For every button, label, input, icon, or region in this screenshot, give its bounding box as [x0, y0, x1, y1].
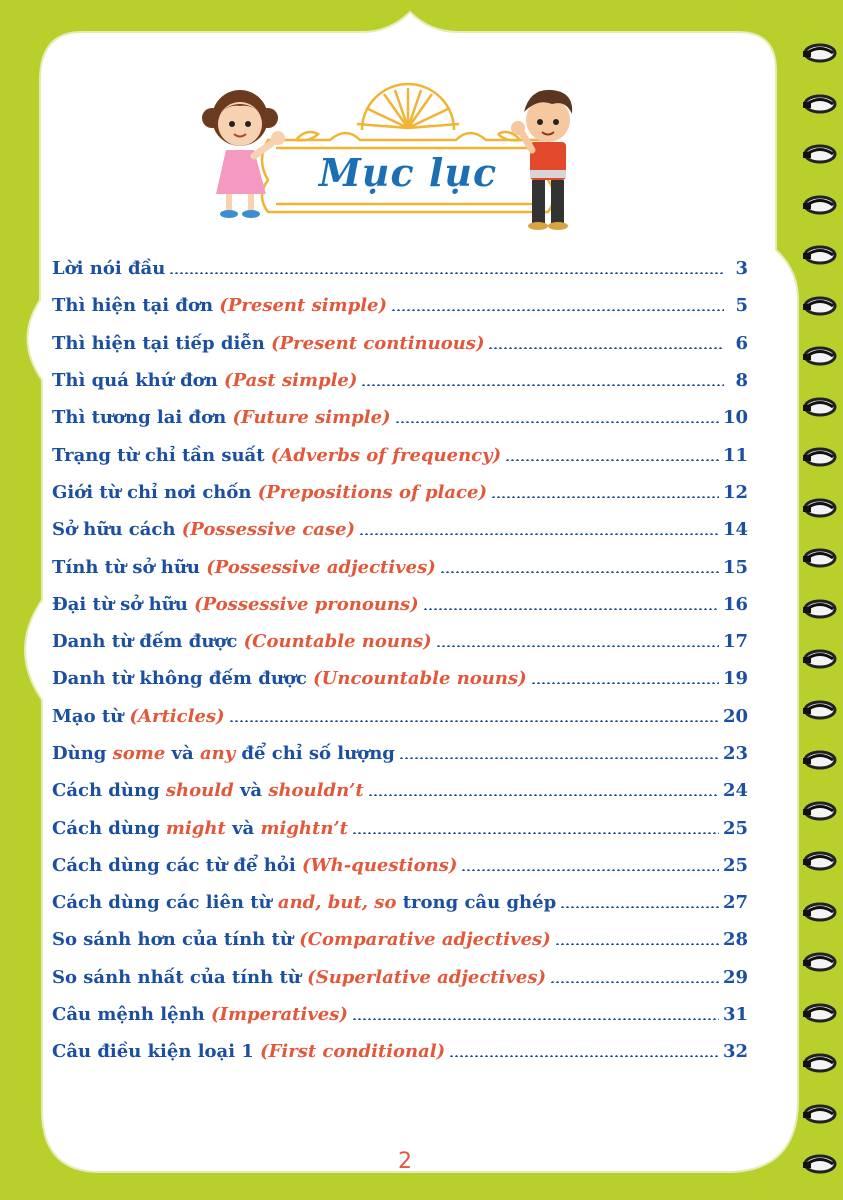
toc-entry-title — [52, 780, 364, 801]
toc-english-term: (Present continuous) — [271, 332, 485, 354]
toc-vietnamese-text: Thì hiện tại đơn — [52, 295, 220, 317]
dot-leader — [440, 571, 719, 573]
toc-page-number: 5 — [735, 295, 748, 317]
toc-page-number: 6 — [735, 332, 748, 354]
toc-english-term: any — [199, 743, 236, 764]
toc-english-term: (Possessive adjectives) — [206, 556, 436, 578]
dot-leader — [395, 421, 719, 423]
girl-illustration — [202, 90, 285, 218]
toc-english-term: some — [112, 743, 166, 764]
toc-entry-title — [52, 855, 457, 876]
binding-ring — [803, 749, 837, 771]
toc-entry — [52, 1033, 748, 1070]
dot-leader — [352, 1018, 719, 1020]
toc-entry-title — [52, 519, 355, 540]
toc-english-term: (Possessive case) — [181, 519, 356, 541]
toc-english-term: (Possessive pronouns) — [194, 593, 419, 615]
toc-english-term: (Prepositions of place) — [257, 481, 487, 503]
binding-ring — [803, 345, 837, 367]
toc-english-term: shouldn’t — [268, 780, 364, 802]
toc-vietnamese-text: và — [233, 780, 269, 802]
dot-leader — [505, 459, 719, 461]
toc-english-term: (Present simple) — [219, 295, 387, 317]
toc-entry — [52, 959, 748, 996]
toc-page-number: 11 — [722, 444, 748, 466]
toc-vietnamese-text: trong câu ghép — [396, 892, 557, 914]
binding-ring — [803, 699, 837, 721]
toc-english-term: (Past simple) — [224, 370, 358, 392]
dot-leader — [391, 309, 724, 311]
toc-english-term: (First conditional) — [260, 1041, 446, 1063]
toc-entry — [52, 921, 748, 958]
toc-entry — [52, 362, 748, 399]
toc-page-number: 23 — [722, 743, 748, 764]
dot-leader — [488, 347, 724, 349]
toc-entry — [52, 623, 748, 660]
binding-ring — [803, 648, 837, 670]
toc-page-number: 25 — [722, 817, 748, 839]
toc-entry — [52, 847, 748, 884]
dot-leader — [550, 981, 719, 983]
toc-page-number: 24 — [722, 780, 748, 802]
toc-header — [0, 0, 843, 250]
table-of-contents — [52, 250, 748, 1071]
toc-vietnamese-text: Dùng — [52, 743, 113, 764]
toc-vietnamese-text: Giới từ chỉ nơi chốn — [52, 481, 258, 503]
toc-english-term: should — [165, 780, 234, 802]
toc-vietnamese-text: Câu điều kiện loại 1 — [52, 1041, 261, 1063]
toc-entry-title — [52, 407, 391, 428]
toc-vietnamese-text: Thì hiện tại tiếp diễn — [52, 332, 272, 354]
binding-ring — [803, 497, 837, 519]
dot-leader — [491, 496, 719, 498]
toc-entry-title — [52, 967, 546, 988]
toc-vietnamese-text: Danh từ không đếm được — [52, 668, 314, 690]
toc-english-term: (Wh-questions) — [301, 854, 458, 876]
toc-entry-title — [52, 818, 348, 839]
toc-english-term: might — [165, 817, 226, 839]
toc-entry — [52, 884, 748, 921]
dot-leader — [436, 645, 719, 647]
binding-ring — [803, 850, 837, 872]
toc-vietnamese-text: Mạo từ — [52, 705, 130, 727]
dot-leader — [352, 832, 719, 834]
binding-ring — [803, 1002, 837, 1024]
sunburst-ornament — [357, 84, 459, 130]
binding-ring — [803, 951, 837, 973]
toc-vietnamese-text: Thì tương lai đơn — [52, 407, 233, 429]
toc-entry — [52, 772, 748, 809]
page-number: 2 — [398, 1149, 412, 1174]
toc-page-number: 16 — [722, 593, 748, 615]
toc-entry — [52, 287, 748, 324]
toc-entry — [52, 660, 748, 697]
binding-ring — [803, 1153, 837, 1175]
toc-entry-title — [52, 668, 527, 689]
toc-english-term: (Uncountable nouns) — [313, 668, 527, 690]
toc-english-term: (Adverbs of frequency) — [270, 444, 502, 466]
toc-entry — [52, 325, 748, 362]
toc-entry-title — [52, 743, 395, 764]
toc-vietnamese-text: Sở hữu cách — [52, 519, 182, 541]
dot-leader — [449, 1055, 719, 1057]
toc-page-number: 32 — [722, 1041, 748, 1063]
toc-vietnamese-text: Cách dùng — [52, 780, 166, 802]
dot-leader — [555, 943, 719, 945]
toc-vietnamese-text: Đại từ sở hữu — [52, 593, 195, 615]
toc-page-number: 27 — [722, 892, 748, 914]
toc-entry — [52, 511, 748, 548]
toc-page-number: 19 — [722, 668, 748, 690]
toc-entry-title — [52, 706, 225, 727]
dot-leader — [229, 720, 719, 722]
toc-english-term: (Imperatives) — [211, 1004, 348, 1026]
toc-english-term: (Future simple) — [232, 407, 391, 429]
toc-entry-title — [52, 892, 556, 913]
toc-page-number: 3 — [735, 258, 748, 280]
toc-entry-title — [52, 333, 484, 354]
toc-entry-title — [52, 557, 436, 578]
binding-ring — [803, 1052, 837, 1074]
toc-entry-title — [52, 370, 357, 391]
toc-entry — [52, 436, 748, 473]
toc-vietnamese-text: So sánh nhất của tính từ — [52, 966, 308, 988]
toc-entry-title — [52, 594, 419, 615]
binding-ring — [803, 598, 837, 620]
toc-page-number: 17 — [722, 631, 748, 653]
toc-vietnamese-text: Câu mệnh lệnh — [52, 1004, 212, 1026]
toc-entry-title — [52, 631, 432, 652]
binding-ring — [803, 547, 837, 569]
toc-page-number: 31 — [722, 1004, 748, 1026]
toc-english-term: (Comparative adjectives) — [299, 929, 551, 951]
toc-entry — [52, 474, 748, 511]
toc-vietnamese-text: So sánh hơn của tính từ — [52, 929, 300, 951]
toc-page-number: 29 — [722, 966, 748, 988]
toc-entry-title — [52, 295, 387, 316]
dot-leader — [361, 384, 724, 386]
binding-ring — [803, 800, 837, 822]
toc-page-number: 20 — [722, 705, 748, 727]
toc-entry-title — [52, 445, 501, 466]
toc-entry — [52, 735, 748, 772]
toc-english-term: (Superlative adjectives) — [307, 966, 547, 988]
toc-vietnamese-text: Tính từ sở hữu — [52, 556, 207, 578]
toc-entry-title — [52, 1041, 445, 1062]
toc-entry — [52, 809, 748, 846]
toc-page-number: 10 — [722, 407, 748, 429]
binding-ring — [803, 446, 837, 468]
binding-ring — [803, 295, 837, 317]
toc-vietnamese-text: Cách dùng — [52, 817, 166, 839]
toc-english-term: mightn’t — [260, 817, 348, 839]
toc-vietnamese-text: Lời nói đầu — [52, 258, 166, 280]
dot-leader — [359, 533, 719, 535]
toc-entry-title — [52, 482, 487, 503]
dot-leader — [169, 272, 724, 274]
page-title: Mục lục — [318, 150, 498, 195]
toc-page-number: 14 — [722, 519, 748, 541]
toc-entry — [52, 698, 748, 735]
dot-leader — [531, 682, 719, 684]
toc-vietnamese-text: để chỉ số lượng — [235, 743, 395, 764]
binding-ring — [803, 901, 837, 923]
toc-entry — [52, 548, 748, 585]
toc-vietnamese-text: Cách dùng các từ để hỏi — [52, 854, 302, 876]
binding-ring — [803, 1103, 837, 1125]
toc-vietnamese-text: Trạng từ chỉ tần suất — [52, 444, 271, 466]
dot-leader — [399, 757, 719, 759]
binding-ring — [803, 396, 837, 418]
dot-leader — [423, 608, 719, 610]
toc-english-term: (Countable nouns) — [243, 631, 432, 653]
toc-page-number: 25 — [722, 854, 748, 876]
toc-page-number: 28 — [722, 929, 748, 951]
dot-leader — [461, 869, 719, 871]
toc-vietnamese-text: Danh từ đếm được — [52, 631, 244, 653]
toc-entry — [52, 399, 748, 436]
toc-entry — [52, 586, 748, 623]
toc-entry-title — [52, 258, 165, 279]
toc-vietnamese-text: Cách dùng các liên từ — [52, 892, 278, 914]
toc-vietnamese-text: và — [225, 817, 261, 839]
toc-entry — [52, 996, 748, 1033]
dot-leader — [560, 906, 719, 908]
toc-english-term: (Articles) — [129, 705, 225, 727]
toc-entry — [52, 250, 748, 287]
toc-english-term: and, but, so — [277, 892, 397, 914]
toc-page-number: 8 — [735, 370, 748, 392]
toc-page-number: 12 — [722, 481, 748, 503]
toc-vietnamese-text: và — [165, 743, 200, 764]
dot-leader — [368, 794, 719, 796]
toc-page-number: 15 — [722, 556, 748, 578]
toc-vietnamese-text: Thì quá khứ đơn — [52, 370, 225, 392]
toc-entry-title — [52, 929, 551, 950]
toc-entry-title — [52, 1004, 348, 1025]
boy-illustration — [511, 90, 572, 230]
